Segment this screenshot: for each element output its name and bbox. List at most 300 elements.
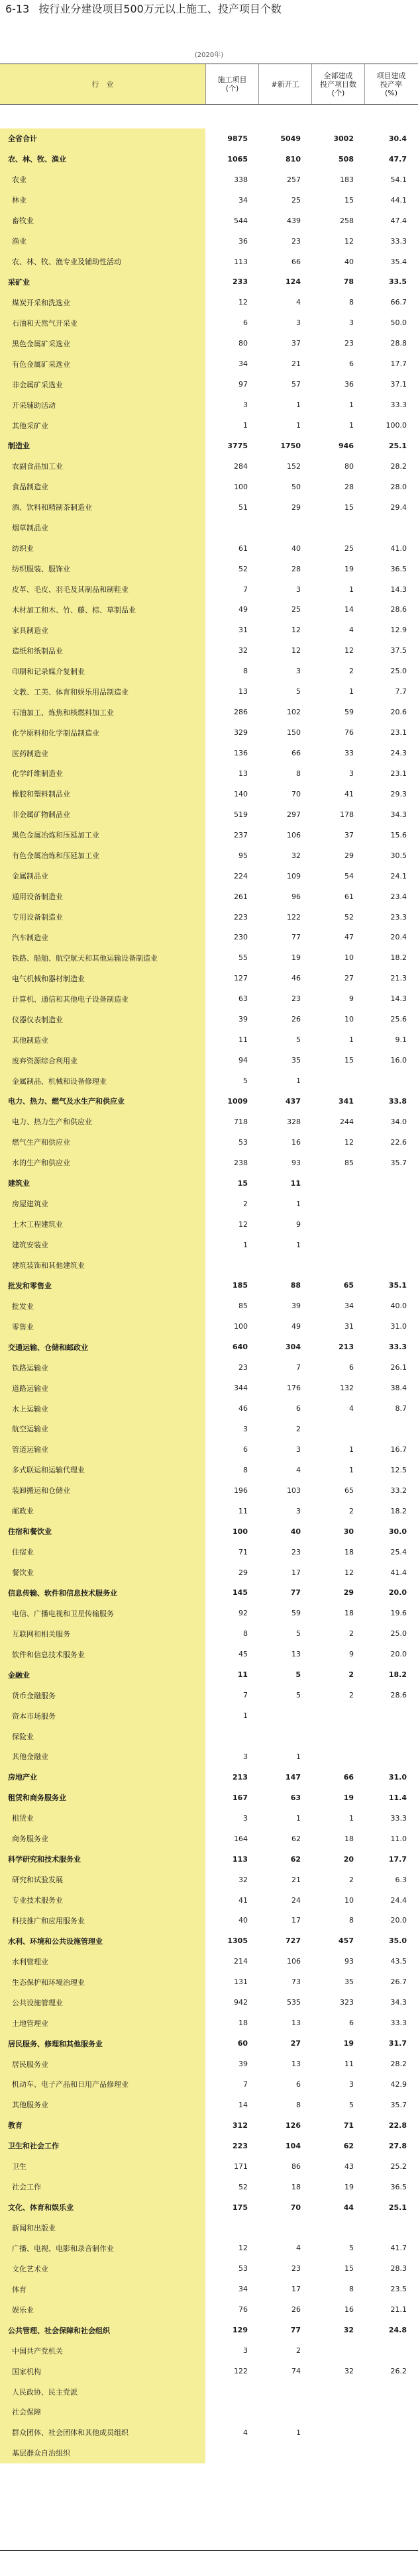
value-rate: 23.5 [390, 2285, 407, 2294]
table-row [0, 2115, 418, 2136]
value-rate: 66.7 [390, 298, 407, 307]
value-projects: 32 [238, 1875, 248, 1884]
value-rate: 17.7 [388, 1854, 407, 1864]
value-projects: 3 [243, 401, 248, 410]
value-projects: 49 [238, 605, 248, 614]
value-new-started: 74 [291, 2367, 301, 2376]
value-completed: 43 [344, 2162, 354, 2171]
value-completed: 37 [344, 830, 354, 839]
table-body [0, 108, 418, 2463]
value-new-started: 66 [291, 749, 301, 758]
value-completed: 61 [344, 892, 354, 901]
table-row [0, 640, 418, 661]
value-completed: 29 [343, 1588, 354, 1598]
value-new-started: 126 [286, 2121, 301, 2130]
value-projects: 34 [238, 2285, 248, 2294]
value-rate: 100.0 [386, 421, 407, 430]
table-row [0, 1112, 418, 1132]
value-projects: 11 [238, 1506, 248, 1515]
value-new-started: 2 [296, 2346, 301, 2356]
table-row [0, 1767, 418, 1788]
value-rate: 25.0 [390, 1629, 407, 1639]
row-label: 租赁业 [0, 1808, 205, 1829]
value-new-started: 77 [291, 933, 301, 942]
value-new-started: 106 [287, 830, 301, 839]
value-projects: 238 [234, 1158, 248, 1167]
value-projects: 196 [234, 1486, 248, 1495]
value-new-started: 1 [296, 1813, 301, 1823]
table-row [0, 1480, 418, 1501]
value-completed: 65 [343, 1281, 354, 1290]
value-completed: 3002 [333, 134, 354, 143]
table-row [0, 928, 418, 948]
row-label: 批发业 [0, 1296, 205, 1316]
value-completed: 1 [349, 1813, 354, 1823]
value-new-started: 23 [291, 994, 301, 1004]
value-new-started: 176 [287, 1384, 301, 1393]
value-projects: 1 [243, 1711, 248, 1721]
value-rate: 41.7 [390, 2244, 407, 2253]
row-label: 烟草制品业 [0, 518, 205, 538]
table-row [0, 2013, 418, 2033]
row-label: 资本市场服务 [0, 1705, 205, 1726]
table-row [0, 1050, 418, 1071]
value-projects: 97 [238, 380, 248, 389]
value-projects: 60 [237, 2039, 248, 2048]
value-rate: 35.4 [390, 257, 407, 266]
value-completed: 40 [344, 257, 354, 266]
value-rate: 19.6 [390, 1609, 407, 1618]
value-completed: 80 [344, 461, 354, 471]
value-projects: 1009 [227, 1096, 248, 1106]
row-label: 非金属矿物制品业 [0, 804, 205, 825]
value-projects: 76 [238, 2305, 248, 2314]
value-projects: 6 [243, 318, 248, 328]
value-new-started: 535 [287, 1998, 301, 2007]
table-row [0, 804, 418, 825]
row-label: 土地管理业 [0, 2013, 205, 2033]
row-label: 科技推广和应用服务业 [0, 1911, 205, 1931]
value-projects: 122 [234, 2367, 248, 2376]
value-projects: 113 [233, 1854, 248, 1864]
row-label: 仪器仪表制造业 [0, 1009, 205, 1029]
value-completed: 2 [349, 1506, 354, 1515]
value-completed: 132 [340, 1384, 354, 1393]
value-rate: 29.3 [390, 789, 407, 798]
value-new-started: 5 [295, 1670, 301, 1680]
table-row [0, 169, 418, 190]
value-rate: 33.3 [390, 401, 407, 410]
value-projects: 39 [238, 2060, 248, 2069]
table-row [0, 497, 418, 518]
value-projects: 53 [238, 1137, 248, 1147]
value-new-started: 77 [290, 2326, 301, 2335]
value-rate: 15.6 [390, 830, 407, 839]
row-label: 装卸搬运和仓储业 [0, 1480, 205, 1501]
value-rate: 25.1 [388, 2203, 407, 2212]
value-new-started: 124 [286, 277, 301, 287]
row-label: 居民服务、修理和其他服务业 [0, 2033, 205, 2054]
value-new-started: 12 [291, 626, 301, 635]
value-completed: 5 [349, 2100, 354, 2109]
row-label: 研究和试验发展 [0, 1870, 205, 1890]
value-completed: 1 [349, 421, 354, 430]
value-rate: 33.8 [388, 1096, 407, 1106]
value-completed: 12 [344, 1568, 354, 1577]
value-completed: 2 [348, 1670, 354, 1680]
value-rate: 38.4 [390, 1384, 407, 1393]
row-label: 石油和天然气开采业 [0, 312, 205, 333]
table-row [0, 1316, 418, 1337]
value-new-started: 66 [291, 257, 301, 266]
row-label: 居民服务业 [0, 2054, 205, 2074]
row-label: 生态保护和环境治理业 [0, 1972, 205, 1992]
row-label: 中国共产党机关 [0, 2340, 205, 2361]
value-projects: 31 [238, 626, 248, 635]
table-row [0, 600, 418, 620]
value-rate: 18.2 [388, 1670, 407, 1680]
value-projects: 46 [238, 1404, 248, 1413]
value-completed: 15 [344, 1056, 354, 1065]
table-row [0, 866, 418, 886]
row-label: 畜牧业 [0, 211, 205, 231]
value-completed: 3 [349, 2079, 354, 2089]
table-row [0, 1870, 418, 1890]
row-label: 造纸和纸制品业 [0, 640, 205, 661]
value-new-started: 5 [296, 1629, 301, 1639]
value-completed: 10 [344, 1895, 354, 1905]
table-row [0, 579, 418, 600]
value-projects: 127 [234, 974, 248, 983]
table-row [0, 1911, 418, 1931]
row-label: 金属制品业 [0, 866, 205, 886]
value-completed: 1 [349, 1465, 354, 1474]
table-row [0, 190, 418, 211]
table-row [0, 108, 418, 128]
table-row [0, 2422, 418, 2443]
row-label: 房地产业 [0, 1767, 205, 1788]
value-new-started: 27 [290, 2039, 301, 2048]
row-label: 交通运输、仓储和邮政业 [0, 1337, 205, 1357]
value-new-started: 12 [291, 646, 301, 655]
value-completed: 30 [343, 1527, 354, 1536]
value-projects: 71 [238, 1547, 248, 1556]
value-new-started: 328 [287, 1117, 301, 1126]
value-rate: 25.1 [388, 441, 407, 450]
value-rate: 31.7 [388, 2039, 407, 2048]
row-label: 卫生和社会工作 [0, 2136, 205, 2156]
value-rate: 37.5 [390, 646, 407, 655]
row-label: 废弃资源综合利用业 [0, 1050, 205, 1071]
value-projects: 12 [238, 298, 248, 307]
value-projects: 312 [233, 2121, 248, 2130]
header-completion-rate: 项目建成 投产率 (%) [364, 64, 417, 104]
value-rate: 30.5 [390, 851, 407, 860]
value-projects: 145 [233, 1588, 248, 1598]
table-row [0, 1173, 418, 1194]
table-row [0, 312, 418, 333]
row-label: 文教、工美、体育和娱乐用品制造业 [0, 681, 205, 702]
row-label: 其他采矿业 [0, 415, 205, 436]
value-completed: 3 [349, 318, 354, 328]
row-label: 教育 [0, 2115, 205, 2136]
value-rate: 25.2 [390, 2162, 407, 2171]
header-industry: 行 业 [0, 64, 205, 104]
row-label: 水利管理业 [0, 1951, 205, 1972]
value-rate: 35.0 [388, 1936, 407, 1946]
row-label: 非金属矿采选业 [0, 374, 205, 395]
value-new-started: 297 [287, 810, 301, 819]
value-projects: 13 [238, 687, 248, 696]
value-completed: 10 [344, 953, 354, 963]
value-completed: 14 [344, 605, 354, 614]
row-label: 金属制品、机械和设备修理业 [0, 1071, 205, 1091]
value-projects: 9875 [227, 134, 248, 143]
value-new-started: 11 [290, 1178, 301, 1188]
row-label: 水上运输业 [0, 1398, 205, 1419]
table-row [0, 845, 418, 866]
table-row [0, 1664, 418, 1685]
value-new-started: 1750 [280, 441, 301, 450]
row-label: 其他服务业 [0, 2095, 205, 2115]
value-rate: 42.9 [390, 2079, 407, 2089]
value-projects: 53 [238, 2264, 248, 2273]
value-rate: 29.4 [390, 502, 407, 512]
table-row [0, 2381, 418, 2402]
table-row [0, 2279, 418, 2299]
table-row [0, 2136, 418, 2156]
value-new-started: 73 [291, 1978, 301, 1987]
value-projects: 8 [243, 1465, 248, 1474]
value-rate: 34.3 [390, 810, 407, 819]
value-completed: 78 [343, 277, 354, 287]
value-rate: 31.0 [390, 1322, 407, 1331]
value-new-started: 5 [296, 1691, 301, 1700]
value-completed: 19 [344, 2182, 354, 2191]
table-row [0, 988, 418, 1009]
value-rate: 47.4 [390, 216, 407, 225]
table-row [0, 1194, 418, 1214]
table-row [0, 272, 418, 293]
value-projects: 164 [234, 1834, 248, 1843]
value-new-started: 109 [287, 871, 301, 881]
row-label: 住宿和餐饮业 [0, 1521, 205, 1542]
row-label: 社会工作 [0, 2177, 205, 2197]
value-completed: 2 [349, 1629, 354, 1639]
table-row [0, 1951, 418, 1972]
value-rate: 44.1 [390, 195, 407, 205]
value-new-started: 19 [291, 953, 301, 963]
value-projects: 100 [234, 1322, 248, 1331]
value-new-started: 96 [291, 892, 301, 901]
table-row [0, 374, 418, 395]
table-row [0, 1255, 418, 1276]
table-row [0, 1398, 418, 1419]
value-projects: 233 [233, 277, 248, 287]
table-row [0, 1009, 418, 1029]
value-rate: 28.0 [390, 482, 407, 491]
value-completed: 18 [344, 1547, 354, 1556]
value-projects: 167 [233, 1793, 248, 1802]
value-rate: 20.0 [390, 1650, 407, 1659]
table-row [0, 661, 418, 681]
value-projects: 13 [238, 769, 248, 778]
value-new-started: 13 [291, 2060, 301, 2069]
value-rate: 24.3 [390, 749, 407, 758]
row-label: 化学纤维制造业 [0, 763, 205, 784]
value-completed: 1 [349, 585, 354, 594]
row-label: 水的生产和供应业 [0, 1153, 205, 1173]
value-new-started: 37 [291, 339, 301, 348]
value-projects: 185 [233, 1281, 248, 1290]
value-rate: 16.7 [390, 1445, 407, 1454]
row-label: 电力、热力、燃气及水生产和供应业 [0, 1091, 205, 1112]
value-new-started: 25 [291, 195, 301, 205]
value-completed: 3 [349, 769, 354, 778]
table-title: 按行业分建设项目500万元以上施工、投产项目个数 [38, 3, 282, 15]
row-label: 通用设备制造业 [0, 886, 205, 907]
table-row [0, 1275, 418, 1296]
value-completed: 93 [344, 1957, 354, 1966]
value-new-started: 40 [291, 544, 301, 553]
value-projects: 3 [243, 2346, 248, 2356]
row-label: 农副食品加工业 [0, 456, 205, 477]
table-row [0, 1849, 418, 1870]
table-row [0, 395, 418, 415]
row-label: 电信、广播电视和卫星传输服务 [0, 1603, 205, 1623]
value-projects: 12 [238, 2244, 248, 2253]
table-row [0, 1235, 418, 1255]
table-row [0, 763, 418, 784]
value-projects: 237 [234, 830, 248, 839]
value-projects: 100 [233, 1527, 248, 1536]
row-label: 医药制造业 [0, 743, 205, 763]
value-completed: 85 [344, 1158, 354, 1167]
row-label: 铁路运输业 [0, 1357, 205, 1378]
value-projects: 171 [234, 2162, 248, 2171]
value-rate: 23.4 [390, 892, 407, 901]
table-row [0, 968, 418, 988]
table-row [0, 825, 418, 845]
value-completed: 47 [344, 933, 354, 942]
row-label: 管道运输业 [0, 1439, 205, 1460]
value-projects: 7 [243, 1691, 248, 1700]
value-rate: 11.4 [388, 1793, 407, 1802]
value-projects: 718 [234, 1117, 248, 1126]
value-rate: 23.1 [390, 728, 407, 738]
value-projects: 1 [243, 421, 248, 430]
value-new-started: 3 [296, 667, 301, 676]
row-label: 水利、环境和公共设施管理业 [0, 1931, 205, 1951]
table-row [0, 743, 418, 763]
value-projects: 15 [237, 1178, 248, 1188]
value-completed: 32 [343, 2326, 354, 2335]
value-completed: 213 [339, 1343, 354, 1352]
row-label: 信息传输、软件和信息技术服务业 [0, 1583, 205, 1603]
value-projects: 23 [238, 1363, 248, 1372]
year-note: (2020年) [194, 52, 224, 59]
value-new-started: 70 [290, 2203, 301, 2212]
value-new-started: 26 [291, 2305, 301, 2314]
value-new-started: 4 [296, 2244, 301, 2253]
value-rate: 28.2 [390, 461, 407, 471]
value-rate: 8.7 [395, 1404, 407, 1413]
value-projects: 223 [234, 912, 248, 922]
row-label: 纺织服装、服饰业 [0, 559, 205, 579]
row-label: 全省合计 [0, 128, 205, 149]
value-rate: 20.6 [390, 708, 407, 717]
value-completed: 244 [340, 1117, 354, 1126]
value-completed: 4 [349, 626, 354, 635]
value-projects: 338 [234, 175, 248, 184]
page-title [5, 3, 282, 16]
value-projects: 100 [234, 482, 248, 491]
row-label: 林业 [0, 190, 205, 211]
value-new-started: 16 [291, 1137, 301, 1147]
value-new-started: 304 [286, 1343, 301, 1352]
row-label: 文化艺术业 [0, 2258, 205, 2279]
value-projects: 129 [233, 2326, 248, 2335]
value-new-started: 103 [287, 1486, 301, 1495]
row-label: 餐饮业 [0, 1562, 205, 1583]
row-label: 橡胶和塑料制品业 [0, 784, 205, 804]
value-new-started: 3 [296, 1506, 301, 1515]
table-row [0, 2361, 418, 2381]
value-new-started: 26 [291, 1015, 301, 1024]
value-new-started: 63 [290, 1793, 301, 1802]
value-new-started: 152 [287, 461, 301, 471]
value-rate: 6.3 [395, 1875, 407, 1884]
value-projects: 95 [238, 851, 248, 860]
value-rate: 34.0 [390, 1117, 407, 1126]
row-label: 保险业 [0, 1726, 205, 1746]
value-rate: 30.4 [388, 134, 407, 143]
value-new-started: 23 [291, 2264, 301, 2273]
value-rate: 17.7 [390, 359, 407, 369]
value-rate: 20.4 [390, 933, 407, 942]
value-projects: 284 [234, 461, 248, 471]
table-row [0, 436, 418, 456]
value-projects: 85 [238, 1302, 248, 1311]
value-projects: 286 [234, 708, 248, 717]
row-label [0, 108, 205, 128]
row-label: 农、林、牧、渔专业及辅助性活动 [0, 252, 205, 272]
value-rate: 24.1 [390, 871, 407, 881]
value-projects: 32 [238, 646, 248, 655]
table-row [0, 2340, 418, 2361]
value-completed: 508 [339, 154, 354, 164]
row-label: 零售业 [0, 1316, 205, 1337]
value-rate: 24.4 [390, 1895, 407, 1905]
value-projects: 344 [234, 1384, 248, 1393]
value-projects: 7 [243, 2079, 248, 2089]
row-label: 渔业 [0, 231, 205, 252]
row-label: 铁路、船舶、航空航天和其他运输设备制造业 [0, 947, 205, 968]
row-label: 家具制造业 [0, 620, 205, 640]
table-row [0, 1501, 418, 1521]
value-completed: 11 [344, 2060, 354, 2069]
value-new-started: 9 [296, 1219, 301, 1229]
value-completed: 8 [349, 298, 354, 307]
value-completed: 36 [344, 380, 354, 389]
row-label: 航空运输业 [0, 1419, 205, 1439]
row-label: 采矿业 [0, 272, 205, 293]
value-new-started: 57 [291, 380, 301, 389]
value-projects: 34 [238, 195, 248, 205]
value-rate: 21.1 [390, 2305, 407, 2314]
table-row [0, 1029, 418, 1050]
value-rate: 18.2 [390, 953, 407, 963]
